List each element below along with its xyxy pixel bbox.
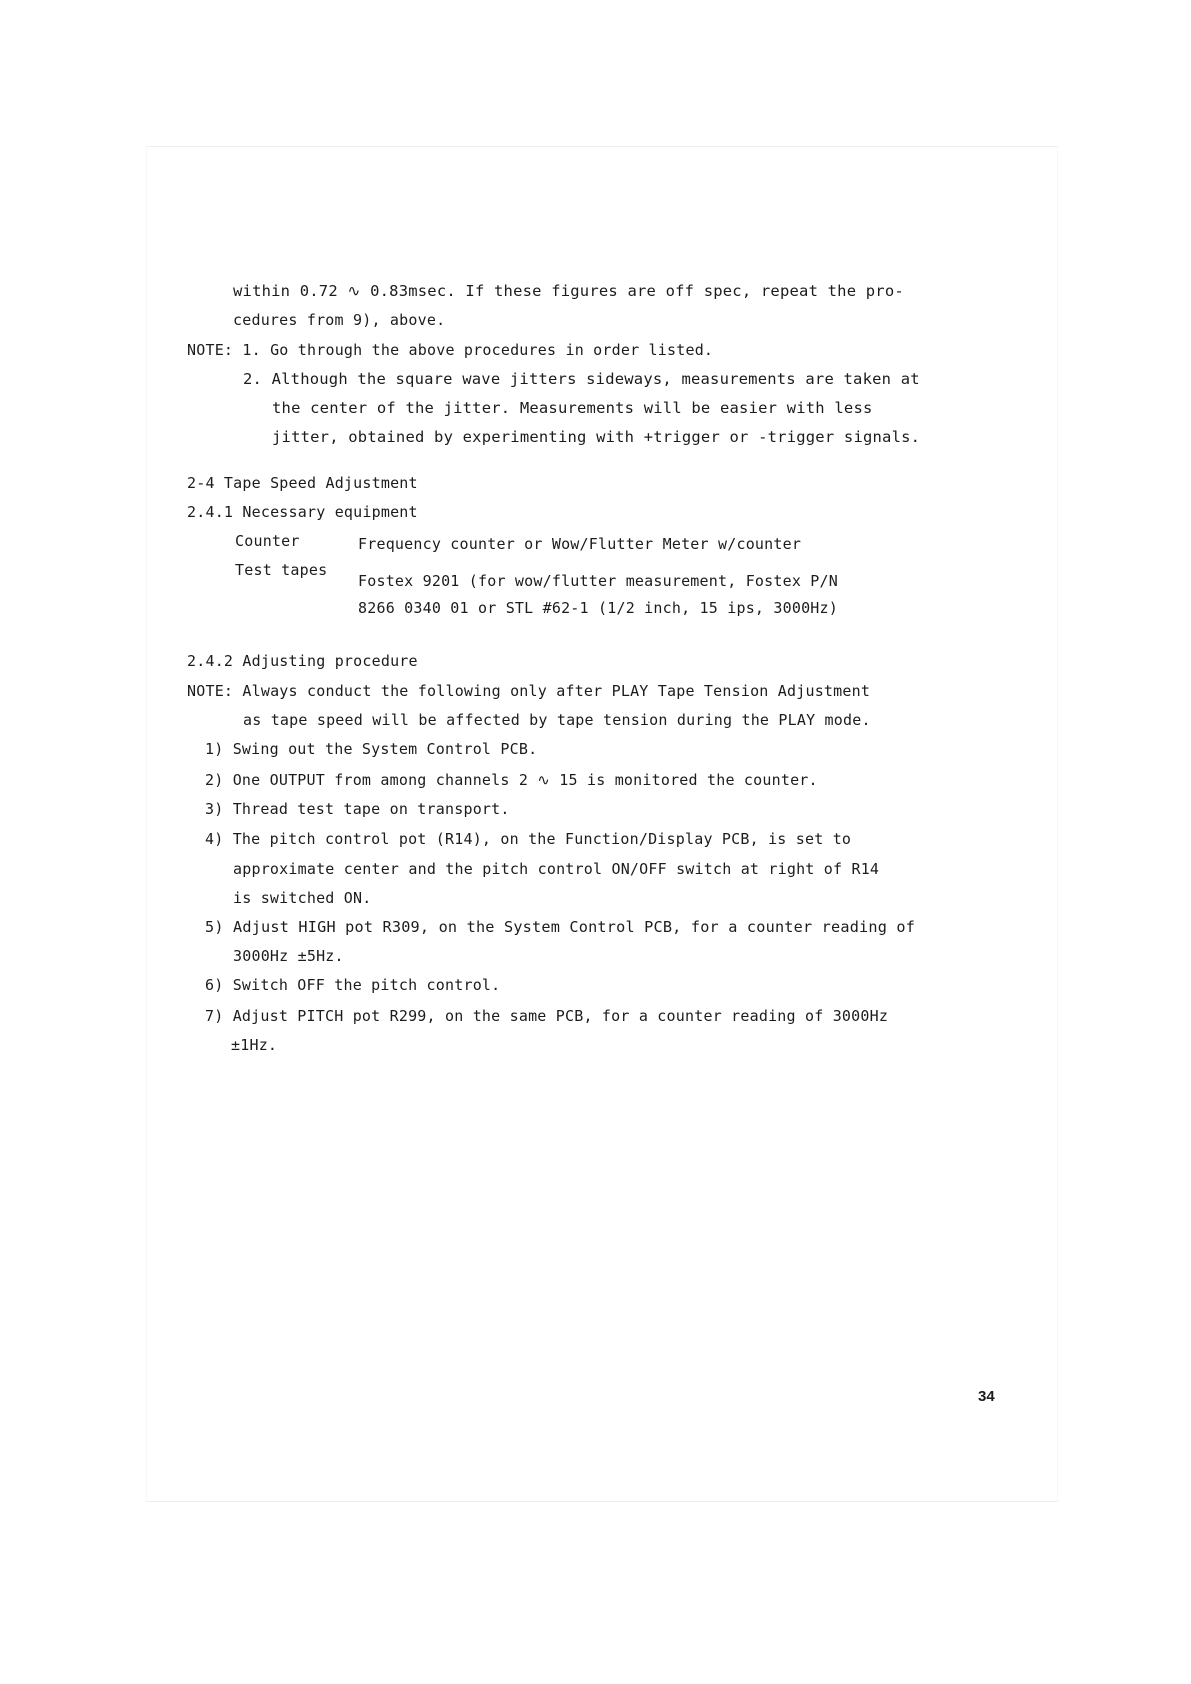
equipment-label: Test tapes (235, 561, 328, 579)
text-line: within 0.72 ∿ 0.83msec. If these figures are off spec, repeat the pro- (233, 282, 904, 300)
text-line: as tape speed will be affected by tape tension during the PLAY mode. (243, 711, 871, 729)
subsection-heading: 2.4.1 Necessary equipment (187, 503, 418, 521)
page-number: 34 (978, 1388, 995, 1405)
text-line: the center of the jitter. Measurements will be easier with less (272, 399, 873, 417)
text-line: 2. Although the square wave jitters sideways, measurements are taken at (243, 370, 920, 388)
procedure-step: 5) Adjust HIGH pot R309, on the System Control PCB, for a counter reading of (205, 918, 916, 936)
procedure-step: 7) Adjust PITCH pot R299, on the same PCB, for a counter reading of 3000Hz (205, 1007, 889, 1025)
text-line: approximate center and the pitch control ON/OFF switch at right of R14 (233, 860, 880, 878)
equipment-value: Frequency counter or Wow/Flutter Meter w/counter (358, 535, 802, 553)
procedure-step: 6) Switch OFF the pitch control. (205, 976, 501, 994)
procedure-step: 4) The pitch control pot (R14), on the Function/Display PCB, is set to (205, 830, 852, 848)
text-line: is switched ON. (233, 889, 372, 907)
procedure-step: 3) Thread test tape on transport. (205, 800, 510, 818)
equipment-value: 8266 0340 01 or STL #62-1 (1/2 inch, 15 ips, 3000Hz) (358, 599, 838, 617)
text-line: ±1Hz. (231, 1036, 278, 1054)
section-heading: 2-4 Tape Speed Adjustment (187, 474, 418, 492)
text-line: 3000Hz ±5Hz. (233, 947, 344, 965)
procedure-step: 2) One OUTPUT from among channels 2 ∿ 15 is monitored the counter. (205, 771, 818, 789)
equipment-label: Counter (235, 532, 300, 550)
equipment-value: Fostex 9201 (for wow/flutter measurement, Fostex P/N (358, 572, 838, 590)
note-heading: NOTE: Always conduct the following only after PLAY Tape Tension Adjustment (187, 682, 871, 700)
note-heading: NOTE: 1. Go through the above procedures in order listed. (187, 341, 714, 359)
text-line: jitter, obtained by experimenting with +trigger or -trigger signals. (272, 428, 921, 446)
procedure-step: 1) Swing out the System Control PCB. (205, 740, 538, 758)
subsection-heading: 2.4.2 Adjusting procedure (187, 652, 418, 670)
text-line: cedures from 9), above. (233, 311, 446, 329)
